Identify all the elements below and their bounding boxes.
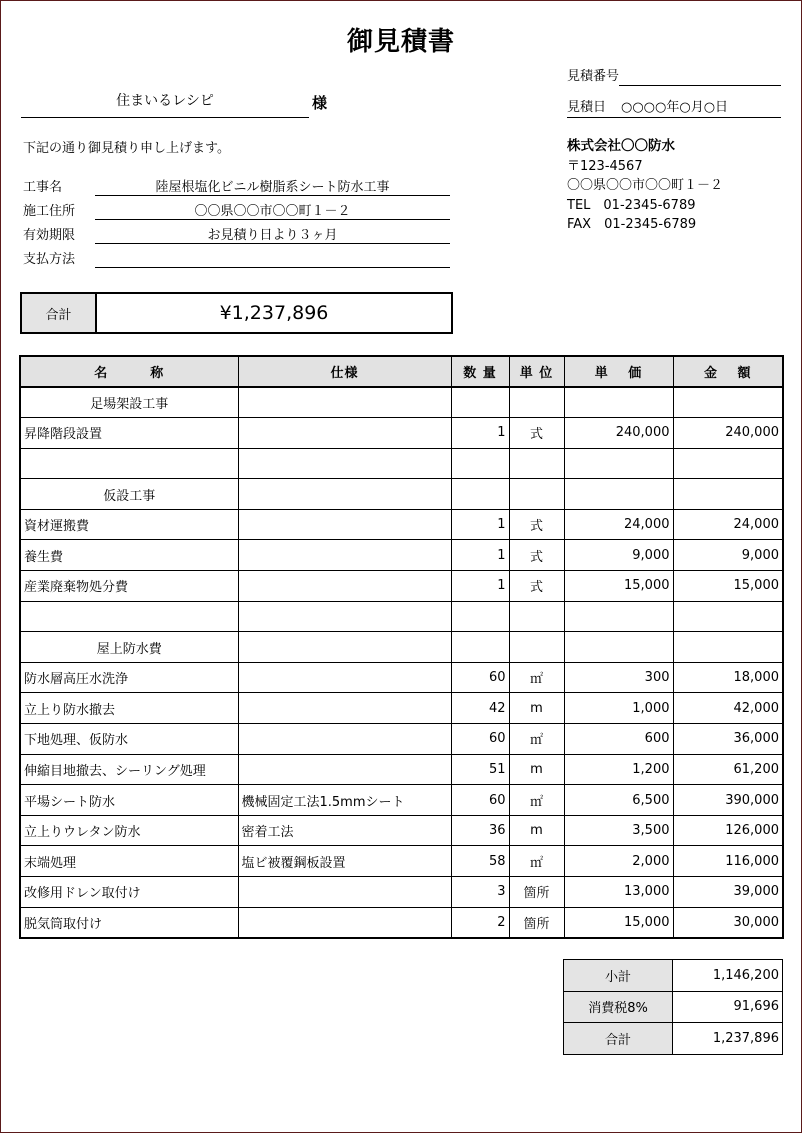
item-unit-price: 6,500: [564, 785, 673, 816]
amount-cell: [673, 601, 783, 632]
client-name: 住まいるレシピ: [116, 93, 214, 109]
item-qty: 42: [451, 693, 509, 724]
header-name: 名 称: [20, 356, 238, 387]
grand-total-value: ¥1,237,896: [219, 302, 329, 324]
info-label-validity: 有効期限: [23, 228, 76, 243]
table-row: [20, 509, 783, 540]
spec-cell: [238, 387, 451, 418]
item-unit: ㎡: [509, 846, 564, 877]
item-unit-price: 2,000: [564, 846, 673, 877]
item-amount: 39,000: [673, 877, 783, 908]
item-name: 末端処理: [20, 846, 238, 877]
category-name: 足場架設工事: [20, 387, 238, 418]
table-row: [20, 571, 783, 602]
item-amount: 126,000: [673, 815, 783, 846]
header-qty: 数 量: [451, 356, 509, 387]
company-fax: FAX 01-2345-6789: [567, 217, 697, 232]
table-header-row: [20, 356, 783, 387]
total-label: 合計: [564, 1023, 673, 1055]
item-name: 立上りウレタン防水: [20, 815, 238, 846]
item-name: 改修用ドレン取付け: [20, 877, 238, 908]
table-row-category: [20, 632, 783, 663]
category-name: 屋上防水費: [20, 632, 238, 663]
item-name: 防水層高圧水洗浄: [20, 662, 238, 693]
table-row-blank: [20, 601, 783, 632]
spec-cell: [238, 479, 451, 510]
spec-cell: [238, 448, 451, 479]
info-line: [95, 267, 450, 268]
item-qty: 2: [451, 907, 509, 938]
qty-cell: [451, 448, 509, 479]
summary-row-subtotal: [564, 960, 783, 992]
item-spec: [238, 754, 451, 785]
item-unit-price: 9,000: [564, 540, 673, 571]
amount-cell: [673, 448, 783, 479]
name-cell: [20, 601, 238, 632]
estimate-date-value: ○○○○年○月○日: [621, 100, 729, 115]
estimate-date-line: [567, 117, 781, 118]
table-row: [20, 877, 783, 908]
item-amount: 30,000: [673, 907, 783, 938]
company-address: 〇〇県〇〇市〇〇町１－２: [567, 178, 724, 193]
price-cell: [564, 601, 673, 632]
info-label-address: 施工住所: [23, 204, 76, 219]
spec-cell: [238, 601, 451, 632]
qty-cell: [451, 479, 509, 510]
summary-table: [563, 959, 783, 1055]
subtotal-value: 1,146,200: [673, 960, 783, 992]
item-qty: 1: [451, 418, 509, 449]
item-unit: ㎡: [509, 662, 564, 693]
item-qty: 1: [451, 509, 509, 540]
table-row-category: [20, 387, 783, 418]
item-amount: 15,000: [673, 571, 783, 602]
item-amount: 9,000: [673, 540, 783, 571]
item-amount: 116,000: [673, 846, 783, 877]
item-qty: 1: [451, 540, 509, 571]
item-qty: 51: [451, 754, 509, 785]
item-qty: 60: [451, 662, 509, 693]
item-amount: 36,000: [673, 724, 783, 755]
estimate-date-label: 見積日: [567, 100, 607, 115]
item-qty: 60: [451, 785, 509, 816]
tax-label: 消費税8%: [564, 991, 673, 1023]
item-unit-price: 1,000: [564, 693, 673, 724]
item-unit-price: 3,500: [564, 815, 673, 846]
table-row: [20, 907, 783, 938]
qty-cell: [451, 387, 509, 418]
item-name: 立上り防水撤去: [20, 693, 238, 724]
item-name: 伸縮目地撤去、シーリング処理: [20, 754, 238, 785]
table-row: [20, 785, 783, 816]
item-spec: [238, 693, 451, 724]
item-amount: 390,000: [673, 785, 783, 816]
line-items-table: [19, 355, 784, 939]
item-amount: 24,000: [673, 509, 783, 540]
greeting-text: 下記の通り御見積り申し上げます。: [23, 141, 230, 156]
item-unit: 式: [509, 509, 564, 540]
item-unit: 箇所: [509, 907, 564, 938]
table-row: [20, 754, 783, 785]
item-amount: 240,000: [673, 418, 783, 449]
item-qty: 3: [451, 877, 509, 908]
spec-cell: [238, 632, 451, 663]
item-spec: 密着工法: [238, 815, 451, 846]
grand-total-box: [20, 292, 453, 334]
item-unit-price: 15,000: [564, 571, 673, 602]
amount-cell: [673, 632, 783, 663]
table-row: [20, 662, 783, 693]
item-amount: 18,000: [673, 662, 783, 693]
document-title: 御見積書: [346, 27, 455, 57]
subtotal-label: 小計: [564, 960, 673, 992]
qty-cell: [451, 632, 509, 663]
info-label-project: 工事名: [23, 180, 63, 195]
header-amount: 金 額: [673, 356, 783, 387]
summary-row-tax: [564, 991, 783, 1023]
total-value: 1,237,896: [673, 1023, 783, 1055]
summary-row-total: [564, 1023, 783, 1055]
category-name: 仮設工事: [20, 479, 238, 510]
item-unit-price: 1,200: [564, 754, 673, 785]
info-line: [95, 243, 450, 244]
item-spec: [238, 907, 451, 938]
table-body: [20, 387, 783, 938]
unit-cell: [509, 479, 564, 510]
grand-total-label: 合計: [22, 294, 97, 332]
price-cell: [564, 479, 673, 510]
name-cell: [20, 448, 238, 479]
table-row: [20, 724, 783, 755]
item-unit-price: 240,000: [564, 418, 673, 449]
item-unit: m: [509, 815, 564, 846]
item-spec: [238, 724, 451, 755]
header-spec: 仕様: [238, 356, 451, 387]
info-value-address: 〇〇県〇〇市〇〇町１－２: [194, 204, 351, 219]
client-suffix: 様: [312, 94, 328, 112]
unit-cell: [509, 448, 564, 479]
table-row: [20, 815, 783, 846]
price-cell: [564, 632, 673, 663]
item-spec: [238, 662, 451, 693]
item-spec: [238, 540, 451, 571]
item-unit: ㎡: [509, 785, 564, 816]
estimate-number-line: [619, 85, 781, 86]
info-line: [95, 195, 450, 196]
item-spec: [238, 571, 451, 602]
unit-cell: [509, 387, 564, 418]
item-unit-price: 15,000: [564, 907, 673, 938]
item-unit-price: 13,000: [564, 877, 673, 908]
company-postal: 〒123-4567: [567, 158, 643, 174]
company-name: 株式会社〇〇防水: [567, 138, 675, 154]
amount-cell: [673, 387, 783, 418]
item-amount: 42,000: [673, 693, 783, 724]
item-qty: 60: [451, 724, 509, 755]
info-label-payment: 支払方法: [23, 252, 76, 267]
item-name: 産業廃棄物処分費: [20, 571, 238, 602]
item-unit: 式: [509, 418, 564, 449]
item-unit: m: [509, 693, 564, 724]
unit-cell: [509, 632, 564, 663]
amount-cell: [673, 479, 783, 510]
client-underline: [21, 117, 309, 118]
item-unit: 式: [509, 571, 564, 602]
item-unit-price: 300: [564, 662, 673, 693]
item-spec: 機械固定工法1.5mmシート: [238, 785, 451, 816]
info-line: [95, 219, 450, 220]
item-unit-price: 600: [564, 724, 673, 755]
company-block: [567, 137, 723, 235]
item-qty: 1: [451, 571, 509, 602]
item-qty: 58: [451, 846, 509, 877]
item-qty: 36: [451, 815, 509, 846]
estimate-number-label: 見積番号: [567, 69, 620, 84]
item-name: 養生費: [20, 540, 238, 571]
item-amount: 61,200: [673, 754, 783, 785]
item-unit: 箇所: [509, 877, 564, 908]
item-spec: 塩ビ被覆鋼板設置: [238, 846, 451, 877]
info-value-project: 陸屋根塩化ビニル樹脂系シート防水工事: [155, 180, 390, 195]
item-name: 脱気筒取付け: [20, 907, 238, 938]
header-unit: 単 位: [509, 356, 564, 387]
unit-cell: [509, 601, 564, 632]
price-cell: [564, 387, 673, 418]
company-tel: TEL 01-2345-6789: [567, 197, 696, 213]
item-name: 平場シート防水: [20, 785, 238, 816]
table-row: [20, 846, 783, 877]
item-spec: [238, 877, 451, 908]
table-row-blank: [20, 448, 783, 479]
item-name: 資材運搬費: [20, 509, 238, 540]
item-name: 昇降階段設置: [20, 418, 238, 449]
item-spec: [238, 418, 451, 449]
header-unit-price: 単 価: [564, 356, 673, 387]
table-row: [20, 540, 783, 571]
table-row: [20, 418, 783, 449]
price-cell: [564, 448, 673, 479]
item-unit: m: [509, 754, 564, 785]
qty-cell: [451, 601, 509, 632]
item-spec: [238, 509, 451, 540]
info-value-validity: お見積り日より３ヶ月: [207, 228, 338, 243]
table-row: [20, 693, 783, 724]
item-name: 下地処理、仮防水: [20, 724, 238, 755]
item-unit: ㎡: [509, 724, 564, 755]
item-unit-price: 24,000: [564, 509, 673, 540]
item-unit: 式: [509, 540, 564, 571]
tax-value: 91,696: [673, 991, 783, 1023]
table-row-category: [20, 479, 783, 510]
